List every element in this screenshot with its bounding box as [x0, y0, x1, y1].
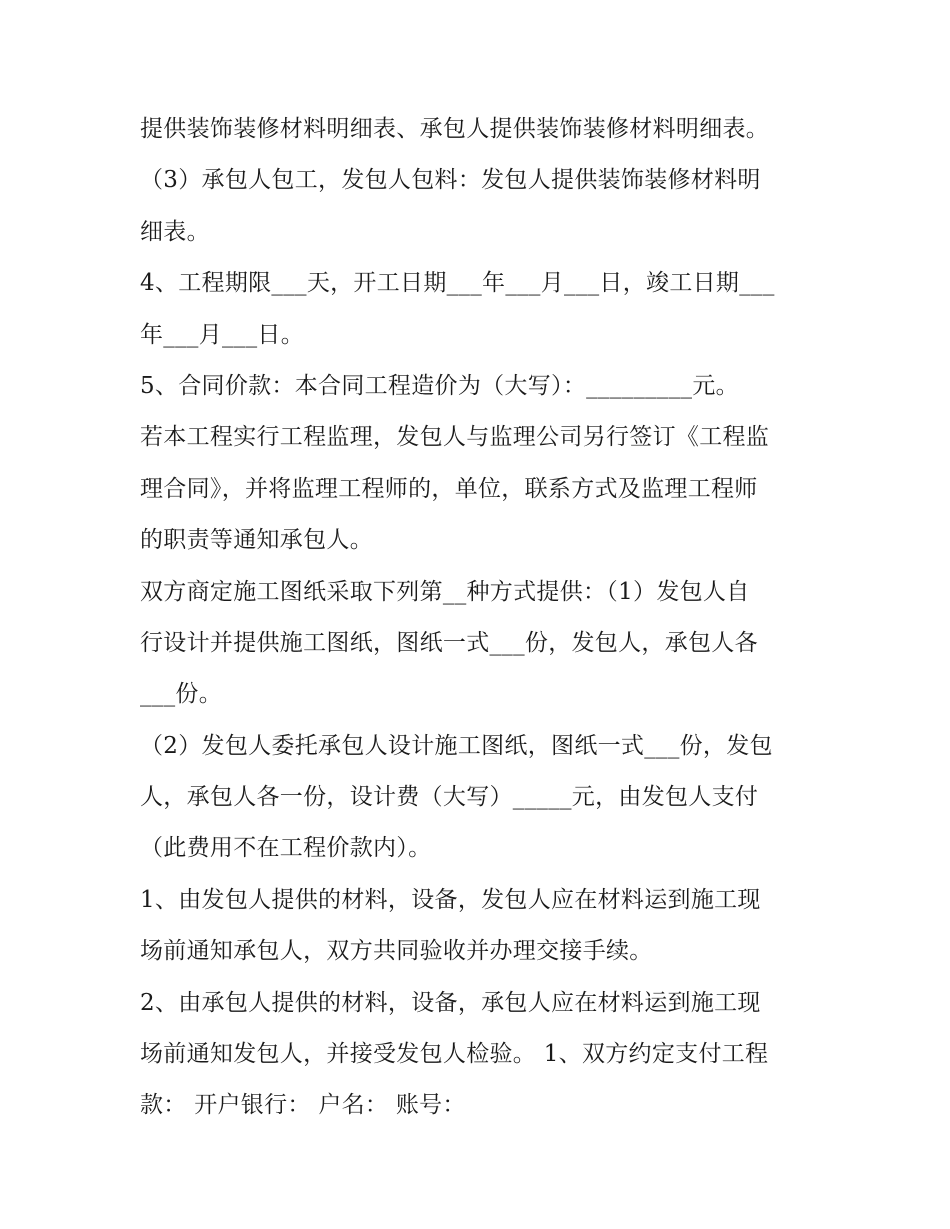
text-line: 场前通知发包人，并接受发包人检验。 1、双方约定支付工程: [140, 1041, 769, 1068]
document-body: [140, 104, 830, 1132]
text-line: ___份。: [140, 681, 222, 708]
text-line: 场前通知承包人，双方共同验收并办理交接手续。: [140, 938, 653, 965]
text-line: （2）发包人委托承包人设计施工图纸，图纸一式___份，发包: [140, 732, 773, 759]
text-line: 若本工程实行工程监理，发包人与监理公司另行签订《工程监: [140, 424, 770, 451]
text-line: 行设计并提供施工图纸，图纸一式___份，发包人，承包人各: [140, 629, 758, 656]
text-line: （此费用不在工程价款内）。: [140, 835, 432, 862]
text-line: 年___月___日。: [140, 321, 304, 348]
text-line: 人，承包人各一份，设计费（大写）_____元，由发包人支付: [140, 784, 759, 811]
text-line: （3）承包人包工，发包人包料：发包人提供装饰装修材料明: [140, 167, 761, 194]
text-line: 1、由发包人提供的材料，设备，发包人应在材料运到施工现: [140, 886, 761, 913]
text-line: 款： 开户银行： 户名： 账号：: [140, 1092, 466, 1119]
text-line: 提供装饰装修材料明细表、承包人提供装饰装修材料明细表。: [140, 116, 770, 142]
text-line: 的职责等通知承包人。: [140, 527, 373, 554]
text-line: 细表。: [140, 218, 210, 245]
text-line: 双方商定施工图纸采取下列第__种方式提供：（1）发包人自: [140, 578, 750, 605]
text-line: 4、工程期限___天，开工日期___年___月___日，竣工日期___: [140, 270, 775, 297]
text-line: 2、由承包人提供的材料，设备，承包人应在材料运到施工现: [140, 989, 761, 1016]
text-line: 5、合同价款：本合同工程造价为（大写）：_________元。: [140, 372, 739, 399]
text-line: 理合同》，并将监理工程师的，单位，联系方式及监理工程师: [140, 475, 758, 502]
